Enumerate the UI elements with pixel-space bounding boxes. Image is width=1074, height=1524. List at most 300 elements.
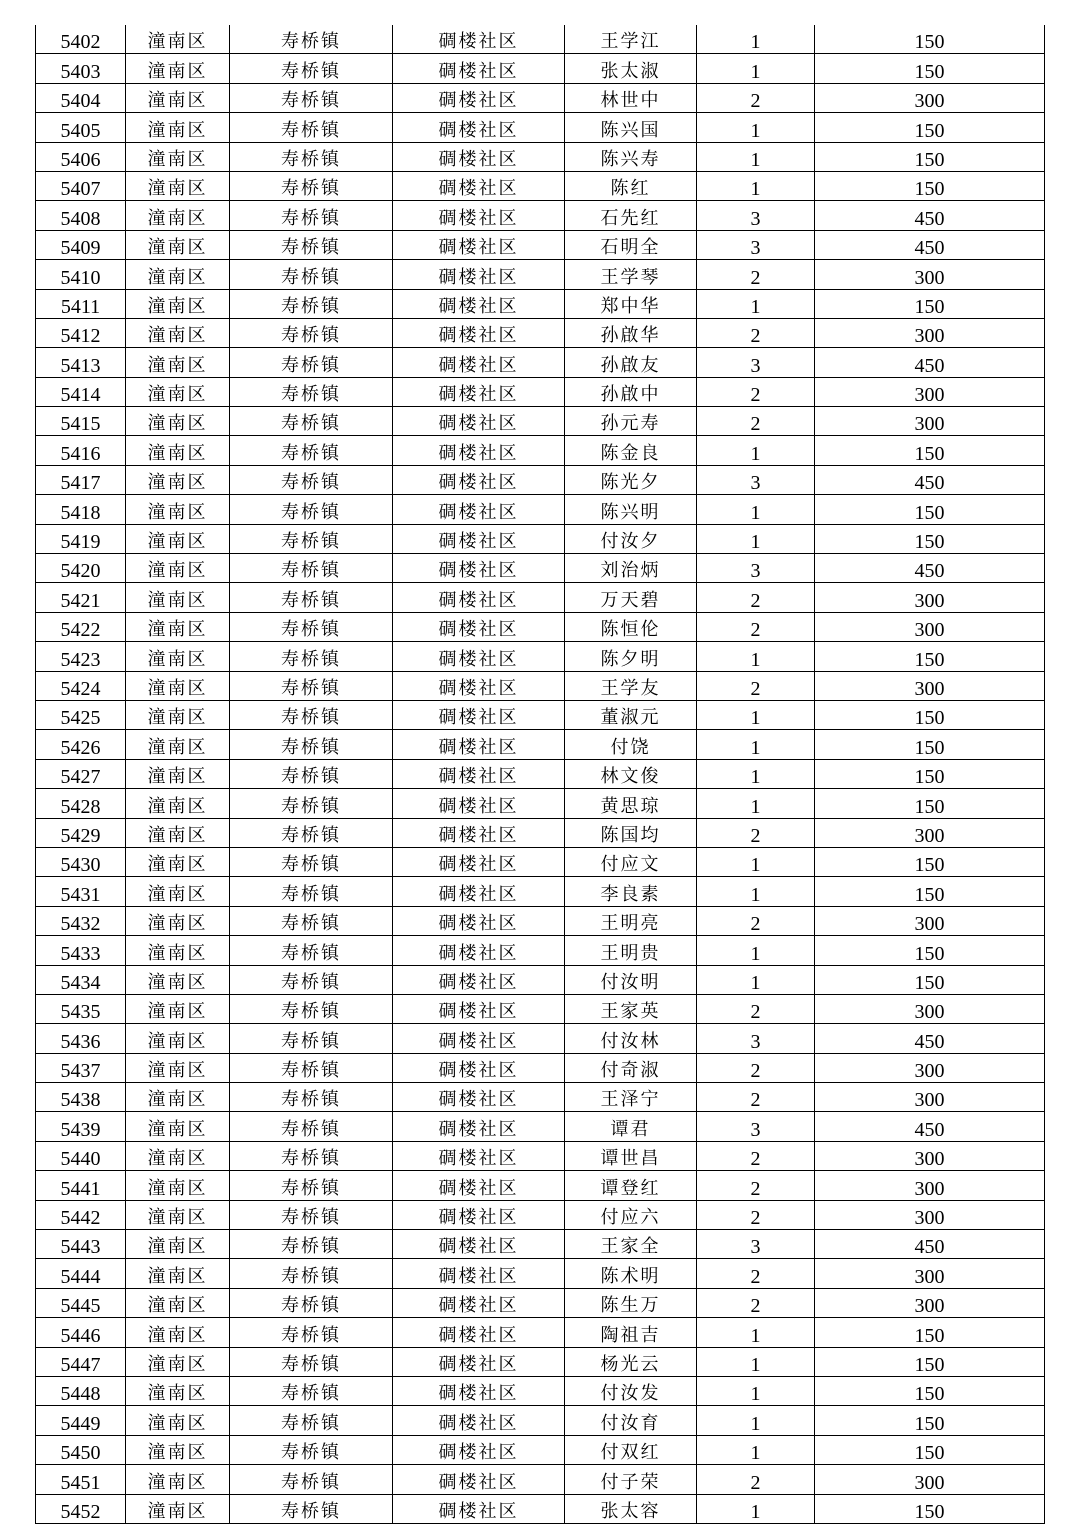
town-cell: 寿桥镇 <box>230 1259 393 1288</box>
district-cell: 潼南区 <box>126 113 230 142</box>
row-number-cell: 5449 <box>36 1406 126 1435</box>
district-cell: 潼南区 <box>126 377 230 406</box>
amount-cell: 300 <box>815 407 1045 436</box>
row-number-cell: 5404 <box>36 83 126 112</box>
count-cell: 2 <box>697 1259 815 1288</box>
district-cell: 潼南区 <box>126 994 230 1023</box>
table-row <box>36 142 1045 171</box>
name-cell: 陈国均 <box>565 818 697 847</box>
table-row <box>36 113 1045 142</box>
name-cell: 付汝明 <box>565 965 697 994</box>
row-number-cell: 5439 <box>36 1112 126 1141</box>
town-cell: 寿桥镇 <box>230 171 393 200</box>
count-cell: 1 <box>697 642 815 671</box>
count-cell: 3 <box>697 230 815 259</box>
row-number-cell: 5430 <box>36 847 126 876</box>
row-number-cell: 5419 <box>36 524 126 553</box>
name-cell: 陈光夕 <box>565 465 697 494</box>
count-cell: 2 <box>697 1465 815 1494</box>
table-row <box>36 1288 1045 1317</box>
row-number-cell: 5425 <box>36 700 126 729</box>
row-number-cell: 5414 <box>36 377 126 406</box>
row-number-cell: 5421 <box>36 583 126 612</box>
amount-cell: 150 <box>815 436 1045 465</box>
amount-cell: 150 <box>815 1347 1045 1376</box>
town-cell: 寿桥镇 <box>230 642 393 671</box>
amount-cell: 150 <box>815 495 1045 524</box>
row-number-cell: 5434 <box>36 965 126 994</box>
district-cell: 潼南区 <box>126 1112 230 1141</box>
name-cell: 王学江 <box>565 25 697 54</box>
community-cell: 碉楼社区 <box>393 1230 565 1259</box>
count-cell: 2 <box>697 83 815 112</box>
town-cell: 寿桥镇 <box>230 25 393 54</box>
table-row <box>36 83 1045 112</box>
district-cell: 潼南区 <box>126 847 230 876</box>
name-cell: 孙元寿 <box>565 407 697 436</box>
table-row <box>36 759 1045 788</box>
town-cell: 寿桥镇 <box>230 1318 393 1347</box>
town-cell: 寿桥镇 <box>230 759 393 788</box>
amount-cell: 300 <box>815 1083 1045 1112</box>
name-cell: 陈兴明 <box>565 495 697 524</box>
community-cell: 碉楼社区 <box>393 700 565 729</box>
town-cell: 寿桥镇 <box>230 377 393 406</box>
row-number-cell: 5416 <box>36 436 126 465</box>
district-cell: 潼南区 <box>126 583 230 612</box>
name-cell: 孙啟中 <box>565 377 697 406</box>
row-number-cell: 5448 <box>36 1376 126 1405</box>
count-cell: 2 <box>697 1200 815 1229</box>
district-cell: 潼南区 <box>126 1347 230 1376</box>
community-cell: 碉楼社区 <box>393 1376 565 1405</box>
name-cell: 陈红 <box>565 171 697 200</box>
town-cell: 寿桥镇 <box>230 554 393 583</box>
count-cell: 1 <box>697 936 815 965</box>
name-cell: 万天碧 <box>565 583 697 612</box>
row-number-cell: 5411 <box>36 289 126 318</box>
count-cell: 2 <box>697 818 815 847</box>
row-number-cell: 5436 <box>36 1024 126 1053</box>
row-number-cell: 5405 <box>36 113 126 142</box>
name-cell: 王家英 <box>565 994 697 1023</box>
community-cell: 碉楼社区 <box>393 1171 565 1200</box>
district-cell: 潼南区 <box>126 318 230 347</box>
community-cell: 碉楼社区 <box>393 407 565 436</box>
amount-cell: 450 <box>815 1230 1045 1259</box>
count-cell: 2 <box>697 671 815 700</box>
community-cell: 碉楼社区 <box>393 318 565 347</box>
table-row <box>36 1494 1045 1523</box>
row-number-cell: 5435 <box>36 994 126 1023</box>
community-cell: 碉楼社区 <box>393 524 565 553</box>
name-cell: 陈金良 <box>565 436 697 465</box>
row-number-cell: 5413 <box>36 348 126 377</box>
count-cell: 1 <box>697 877 815 906</box>
town-cell: 寿桥镇 <box>230 1494 393 1523</box>
district-cell: 潼南区 <box>126 759 230 788</box>
count-cell: 1 <box>697 289 815 318</box>
row-number-cell: 5406 <box>36 142 126 171</box>
district-cell: 潼南区 <box>126 906 230 935</box>
name-cell: 王家全 <box>565 1230 697 1259</box>
table-row <box>36 936 1045 965</box>
name-cell: 石明全 <box>565 230 697 259</box>
name-cell: 林世中 <box>565 83 697 112</box>
row-number-cell: 5438 <box>36 1083 126 1112</box>
community-cell: 碉楼社区 <box>393 83 565 112</box>
amount-cell: 150 <box>815 789 1045 818</box>
amount-cell: 300 <box>815 1465 1045 1494</box>
count-cell: 2 <box>697 1083 815 1112</box>
district-cell: 潼南区 <box>126 1494 230 1523</box>
amount-cell: 450 <box>815 1024 1045 1053</box>
row-number-cell: 5440 <box>36 1141 126 1170</box>
name-cell: 王明贵 <box>565 936 697 965</box>
town-cell: 寿桥镇 <box>230 54 393 83</box>
community-cell: 碉楼社区 <box>393 142 565 171</box>
town-cell: 寿桥镇 <box>230 1376 393 1405</box>
row-number-cell: 5402 <box>36 25 126 54</box>
table-row <box>36 1083 1045 1112</box>
district-cell: 潼南区 <box>126 83 230 112</box>
amount-cell: 450 <box>815 1112 1045 1141</box>
community-cell: 碉楼社区 <box>393 1200 565 1229</box>
count-cell: 1 <box>697 1406 815 1435</box>
district-cell: 潼南区 <box>126 1318 230 1347</box>
table-row <box>36 1435 1045 1464</box>
town-cell: 寿桥镇 <box>230 671 393 700</box>
row-number-cell: 5447 <box>36 1347 126 1376</box>
name-cell: 付汝夕 <box>565 524 697 553</box>
community-cell: 碉楼社区 <box>393 1406 565 1435</box>
name-cell: 王泽宁 <box>565 1083 697 1112</box>
row-number-cell: 5437 <box>36 1053 126 1082</box>
count-cell: 1 <box>697 524 815 553</box>
amount-cell: 300 <box>815 906 1045 935</box>
count-cell: 2 <box>697 1053 815 1082</box>
amount-cell: 150 <box>815 171 1045 200</box>
row-number-cell: 5410 <box>36 260 126 289</box>
row-number-cell: 5442 <box>36 1200 126 1229</box>
community-cell: 碉楼社区 <box>393 789 565 818</box>
amount-cell: 300 <box>815 260 1045 289</box>
town-cell: 寿桥镇 <box>230 847 393 876</box>
row-number-cell: 5426 <box>36 730 126 759</box>
amount-cell: 150 <box>815 642 1045 671</box>
table-row <box>36 260 1045 289</box>
town-cell: 寿桥镇 <box>230 524 393 553</box>
community-cell: 碉楼社区 <box>393 230 565 259</box>
amount-cell: 450 <box>815 230 1045 259</box>
community-cell: 碉楼社区 <box>393 260 565 289</box>
community-cell: 碉楼社区 <box>393 936 565 965</box>
name-cell: 石先红 <box>565 201 697 230</box>
row-number-cell: 5450 <box>36 1435 126 1464</box>
town-cell: 寿桥镇 <box>230 936 393 965</box>
row-number-cell: 5423 <box>36 642 126 671</box>
row-number-cell: 5452 <box>36 1494 126 1523</box>
row-number-cell: 5412 <box>36 318 126 347</box>
count-cell: 1 <box>697 54 815 83</box>
town-cell: 寿桥镇 <box>230 289 393 318</box>
district-cell: 潼南区 <box>126 465 230 494</box>
town-cell: 寿桥镇 <box>230 906 393 935</box>
row-number-cell: 5409 <box>36 230 126 259</box>
district-cell: 潼南区 <box>126 1024 230 1053</box>
name-cell: 孙啟华 <box>565 318 697 347</box>
district-cell: 潼南区 <box>126 171 230 200</box>
row-number-cell: 5428 <box>36 789 126 818</box>
district-cell: 潼南区 <box>126 230 230 259</box>
count-cell: 1 <box>697 113 815 142</box>
district-cell: 潼南区 <box>126 1053 230 1082</box>
table-row <box>36 1171 1045 1200</box>
row-number-cell: 5418 <box>36 495 126 524</box>
amount-cell: 300 <box>815 583 1045 612</box>
count-cell: 2 <box>697 407 815 436</box>
town-cell: 寿桥镇 <box>230 1200 393 1229</box>
row-number-cell: 5429 <box>36 818 126 847</box>
table-row <box>36 318 1045 347</box>
table-row <box>36 230 1045 259</box>
town-cell: 寿桥镇 <box>230 318 393 347</box>
community-cell: 碉楼社区 <box>393 1288 565 1317</box>
amount-cell: 150 <box>815 759 1045 788</box>
town-cell: 寿桥镇 <box>230 436 393 465</box>
district-cell: 潼南区 <box>126 936 230 965</box>
table-row <box>36 1024 1045 1053</box>
table-row <box>36 554 1045 583</box>
table-row <box>36 877 1045 906</box>
table-row <box>36 1112 1045 1141</box>
district-cell: 潼南区 <box>126 25 230 54</box>
row-number-cell: 5432 <box>36 906 126 935</box>
community-cell: 碉楼社区 <box>393 436 565 465</box>
table-row <box>36 1465 1045 1494</box>
count-cell: 2 <box>697 377 815 406</box>
community-cell: 碉楼社区 <box>393 1435 565 1464</box>
district-cell: 潼南区 <box>126 201 230 230</box>
district-cell: 潼南区 <box>126 730 230 759</box>
community-cell: 碉楼社区 <box>393 612 565 641</box>
town-cell: 寿桥镇 <box>230 1112 393 1141</box>
community-cell: 碉楼社区 <box>393 377 565 406</box>
amount-cell: 300 <box>815 671 1045 700</box>
count-cell: 1 <box>697 1347 815 1376</box>
community-cell: 碉楼社区 <box>393 554 565 583</box>
name-cell: 张太淑 <box>565 54 697 83</box>
table-row <box>36 789 1045 818</box>
town-cell: 寿桥镇 <box>230 407 393 436</box>
table-row <box>36 1141 1045 1170</box>
amount-cell: 150 <box>815 1376 1045 1405</box>
name-cell: 付应文 <box>565 847 697 876</box>
district-cell: 潼南区 <box>126 1288 230 1317</box>
district-cell: 潼南区 <box>126 348 230 377</box>
row-number-cell: 5417 <box>36 465 126 494</box>
amount-cell: 150 <box>815 113 1045 142</box>
table-row <box>36 348 1045 377</box>
district-cell: 潼南区 <box>126 289 230 318</box>
count-cell: 1 <box>697 171 815 200</box>
name-cell: 陈术明 <box>565 1259 697 1288</box>
town-cell: 寿桥镇 <box>230 83 393 112</box>
district-cell: 潼南区 <box>126 54 230 83</box>
table-row <box>36 906 1045 935</box>
community-cell: 碉楼社区 <box>393 495 565 524</box>
amount-cell: 300 <box>815 1200 1045 1229</box>
row-number-cell: 5427 <box>36 759 126 788</box>
count-cell: 1 <box>697 847 815 876</box>
amount-cell: 300 <box>815 1259 1045 1288</box>
row-number-cell: 5420 <box>36 554 126 583</box>
community-cell: 碉楼社区 <box>393 1053 565 1082</box>
district-cell: 潼南区 <box>126 965 230 994</box>
community-cell: 碉楼社区 <box>393 1347 565 1376</box>
row-number-cell: 5446 <box>36 1318 126 1347</box>
name-cell: 付汝发 <box>565 1376 697 1405</box>
name-cell: 孙啟友 <box>565 348 697 377</box>
table-row <box>36 25 1045 54</box>
count-cell: 2 <box>697 583 815 612</box>
community-cell: 碉楼社区 <box>393 1318 565 1347</box>
count-cell: 2 <box>697 260 815 289</box>
amount-cell: 450 <box>815 348 1045 377</box>
community-cell: 碉楼社区 <box>393 1465 565 1494</box>
count-cell: 1 <box>697 1318 815 1347</box>
amount-cell: 150 <box>815 877 1045 906</box>
town-cell: 寿桥镇 <box>230 1230 393 1259</box>
community-cell: 碉楼社区 <box>393 113 565 142</box>
community-cell: 碉楼社区 <box>393 171 565 200</box>
count-cell: 1 <box>697 436 815 465</box>
row-number-cell: 5415 <box>36 407 126 436</box>
district-cell: 潼南区 <box>126 260 230 289</box>
community-cell: 碉楼社区 <box>393 1112 565 1141</box>
count-cell: 1 <box>697 495 815 524</box>
district-cell: 潼南区 <box>126 1259 230 1288</box>
district-cell: 潼南区 <box>126 1406 230 1435</box>
community-cell: 碉楼社区 <box>393 25 565 54</box>
amount-cell: 150 <box>815 936 1045 965</box>
name-cell: 付子荣 <box>565 1465 697 1494</box>
town-cell: 寿桥镇 <box>230 1288 393 1317</box>
table-row <box>36 524 1045 553</box>
amount-cell: 150 <box>815 1318 1045 1347</box>
table-row <box>36 54 1045 83</box>
community-cell: 碉楼社区 <box>393 965 565 994</box>
name-cell: 谭登红 <box>565 1171 697 1200</box>
amount-cell: 150 <box>815 289 1045 318</box>
name-cell: 王学友 <box>565 671 697 700</box>
amount-cell: 300 <box>815 994 1045 1023</box>
name-cell: 谭君 <box>565 1112 697 1141</box>
table-row <box>36 289 1045 318</box>
town-cell: 寿桥镇 <box>230 201 393 230</box>
name-cell: 张太容 <box>565 1494 697 1523</box>
count-cell: 1 <box>697 25 815 54</box>
district-cell: 潼南区 <box>126 524 230 553</box>
count-cell: 1 <box>697 730 815 759</box>
amount-cell: 300 <box>815 318 1045 347</box>
district-cell: 潼南区 <box>126 789 230 818</box>
town-cell: 寿桥镇 <box>230 1347 393 1376</box>
town-cell: 寿桥镇 <box>230 1141 393 1170</box>
district-cell: 潼南区 <box>126 495 230 524</box>
district-cell: 潼南区 <box>126 877 230 906</box>
district-cell: 潼南区 <box>126 818 230 847</box>
count-cell: 2 <box>697 318 815 347</box>
community-cell: 碉楼社区 <box>393 759 565 788</box>
community-cell: 碉楼社区 <box>393 877 565 906</box>
count-cell: 1 <box>697 965 815 994</box>
community-cell: 碉楼社区 <box>393 730 565 759</box>
table-body <box>36 25 1045 1523</box>
name-cell: 董淑元 <box>565 700 697 729</box>
name-cell: 陈生万 <box>565 1288 697 1317</box>
table-row <box>36 818 1045 847</box>
community-cell: 碉楼社区 <box>393 1494 565 1523</box>
amount-cell: 300 <box>815 1053 1045 1082</box>
count-cell: 1 <box>697 759 815 788</box>
district-cell: 潼南区 <box>126 1376 230 1405</box>
table-row <box>36 407 1045 436</box>
count-cell: 2 <box>697 994 815 1023</box>
amount-cell: 450 <box>815 554 1045 583</box>
amount-cell: 150 <box>815 54 1045 83</box>
district-cell: 潼南区 <box>126 1083 230 1112</box>
row-number-cell: 5424 <box>36 671 126 700</box>
row-number-cell: 5433 <box>36 936 126 965</box>
data-table <box>35 25 1045 1524</box>
town-cell: 寿桥镇 <box>230 1465 393 1494</box>
district-cell: 潼南区 <box>126 1465 230 1494</box>
amount-cell: 150 <box>815 1435 1045 1464</box>
district-cell: 潼南区 <box>126 1171 230 1200</box>
town-cell: 寿桥镇 <box>230 1435 393 1464</box>
name-cell: 陈恒伦 <box>565 612 697 641</box>
count-cell: 1 <box>697 789 815 818</box>
community-cell: 碉楼社区 <box>393 583 565 612</box>
district-cell: 潼南区 <box>126 407 230 436</box>
count-cell: 3 <box>697 201 815 230</box>
town-cell: 寿桥镇 <box>230 818 393 847</box>
amount-cell: 300 <box>815 83 1045 112</box>
town-cell: 寿桥镇 <box>230 260 393 289</box>
table-row <box>36 1259 1045 1288</box>
table-row <box>36 1318 1045 1347</box>
district-cell: 潼南区 <box>126 1141 230 1170</box>
name-cell: 付应六 <box>565 1200 697 1229</box>
table-row <box>36 1053 1045 1082</box>
community-cell: 碉楼社区 <box>393 671 565 700</box>
count-cell: 1 <box>697 1376 815 1405</box>
name-cell: 林文俊 <box>565 759 697 788</box>
community-cell: 碉楼社区 <box>393 906 565 935</box>
name-cell: 付汝育 <box>565 1406 697 1435</box>
amount-cell: 150 <box>815 700 1045 729</box>
community-cell: 碉楼社区 <box>393 54 565 83</box>
row-number-cell: 5441 <box>36 1171 126 1200</box>
row-number-cell: 5444 <box>36 1259 126 1288</box>
row-number-cell: 5451 <box>36 1465 126 1494</box>
town-cell: 寿桥镇 <box>230 1083 393 1112</box>
town-cell: 寿桥镇 <box>230 1171 393 1200</box>
table-row <box>36 730 1045 759</box>
table-row <box>36 671 1045 700</box>
count-cell: 2 <box>697 1288 815 1317</box>
